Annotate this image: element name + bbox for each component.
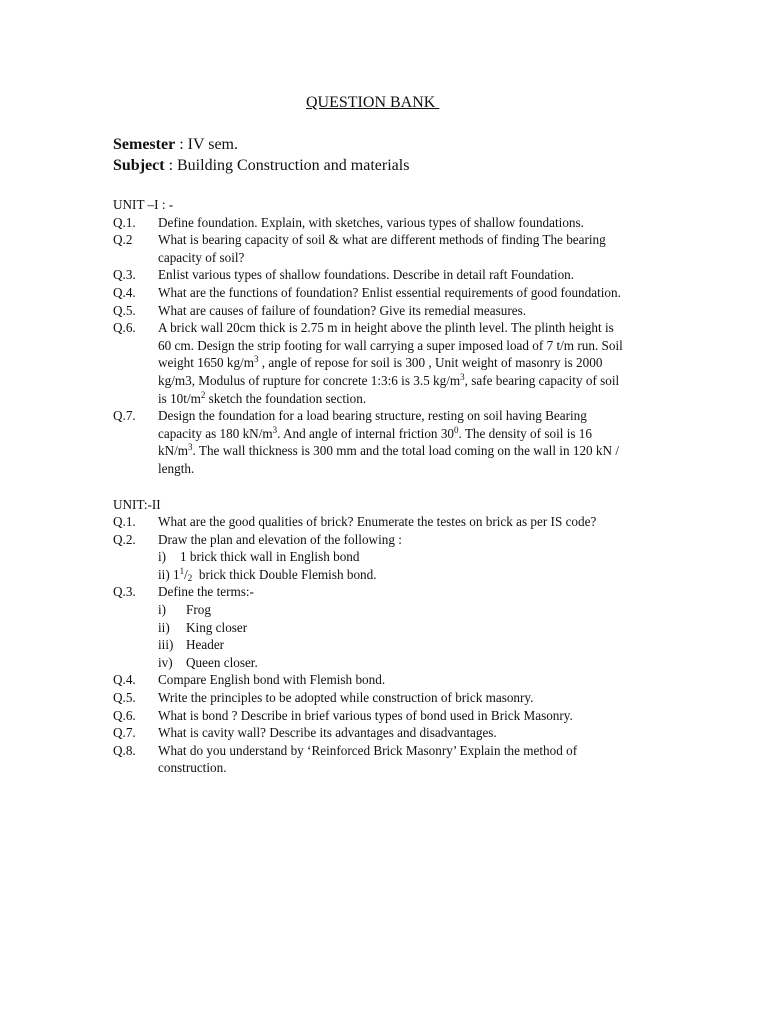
question-number: Q.5. bbox=[113, 302, 136, 318]
question-item bbox=[113, 319, 623, 407]
sub-item-text: Header bbox=[186, 637, 225, 653]
question-item bbox=[113, 266, 623, 284]
sub-item-number: i) bbox=[158, 549, 167, 565]
sub-item-text: brick thick Double Flemish bond. bbox=[192, 566, 377, 582]
text-run: A brick wall 20cm thick is 2.75 m in height above the plinth level. The plinth height is 60 cm. Design the strip footing for wall carrying a super imposed load of 7 t/m run. Soil weight 1650 kg/m bbox=[158, 320, 623, 371]
question-text: What do you understand by ‘Reinforced Brick Masonry’ Explain the method of construction. bbox=[158, 742, 578, 776]
question-item bbox=[113, 214, 623, 232]
unit-2-heading: UNIT:-II bbox=[113, 496, 161, 512]
question-text: What is cavity wall? Describe its advantages and disadvantages. bbox=[158, 725, 497, 741]
semester-value: : IV sem. bbox=[175, 136, 238, 153]
question-number: Q.3. bbox=[113, 584, 136, 600]
question-number: Q.6. bbox=[113, 320, 136, 336]
question-text bbox=[158, 407, 623, 477]
question-body bbox=[158, 583, 623, 671]
question-text: Define foundation. Explain, with sketches, various types of shallow foundations. bbox=[158, 214, 584, 230]
sub-item bbox=[158, 566, 623, 584]
question-item bbox=[113, 671, 623, 689]
sub-item bbox=[158, 619, 623, 637]
unit-spacer bbox=[113, 478, 623, 496]
sub-item-text: ii) 1 bbox=[158, 566, 180, 582]
superscript: 3 bbox=[460, 371, 465, 382]
question-item bbox=[113, 302, 623, 320]
question-number: Q.1. bbox=[113, 214, 136, 230]
sub-item bbox=[158, 636, 623, 654]
sub-item-text: Frog bbox=[186, 602, 211, 618]
sub-item-number: i) bbox=[158, 602, 167, 618]
question-number: Q.6. bbox=[113, 707, 136, 723]
question-number: Q.8. bbox=[113, 742, 136, 758]
question-number: Q.4. bbox=[113, 672, 136, 688]
superscript: 1 bbox=[179, 565, 185, 576]
question-number: Q.2 bbox=[113, 232, 133, 248]
unit-1-heading: UNIT –I : - bbox=[113, 197, 174, 212]
question-number: Q.5. bbox=[113, 690, 136, 706]
question-number: Q.7. bbox=[113, 725, 136, 741]
question-list bbox=[113, 196, 623, 777]
question-item bbox=[113, 724, 623, 742]
subject-label: Subject bbox=[113, 157, 165, 174]
superscript: 3 bbox=[272, 424, 278, 435]
sub-item bbox=[158, 548, 623, 566]
text-run: , safe bearing capacity of soil is 10t/m bbox=[158, 372, 620, 406]
question-item bbox=[113, 531, 623, 584]
question-item bbox=[113, 689, 623, 707]
question-text: Write the principles to be adopted while construction of brick masonry. bbox=[158, 690, 534, 706]
sub-item-number: iii) bbox=[158, 637, 174, 653]
text-run: . The wall thickness is 300 mm and the total load coming on the wall in 120 kN / length. bbox=[158, 443, 620, 476]
question-item bbox=[113, 742, 623, 777]
question-item bbox=[113, 583, 623, 671]
question-text bbox=[158, 319, 623, 407]
subscript: 2 bbox=[187, 572, 193, 583]
question-number: Q.1. bbox=[113, 514, 136, 530]
question-text: Draw the plan and elevation of the following : bbox=[158, 531, 402, 547]
sub-item-text: King closer bbox=[186, 619, 248, 635]
text-run: . The density of soil is 16 kN/m bbox=[158, 425, 592, 459]
text-run: . And angle of internal friction 30 bbox=[277, 425, 455, 441]
question-item bbox=[113, 407, 623, 477]
text-run: Design the foundation for a load bearing structure, resting on soil having Bearing capacity as 180 kN/m bbox=[158, 408, 587, 441]
semester-line bbox=[113, 136, 238, 154]
semester-label: Semester bbox=[113, 136, 176, 153]
question-number: Q.2. bbox=[113, 531, 136, 547]
question-text: What are the good qualities of brick? Enumerate the testes on brick as per IS code? bbox=[158, 514, 597, 530]
sub-item-number: ii) bbox=[158, 619, 170, 635]
question-number: Q.7. bbox=[113, 408, 136, 424]
superscript: 0 bbox=[454, 424, 459, 435]
question-text: What are the functions of foundation? Enlist essential requirements of good foundation. bbox=[158, 284, 621, 300]
superscript: 3 bbox=[188, 442, 193, 453]
question-number: Q.3. bbox=[113, 267, 136, 283]
superscript: 2 bbox=[200, 389, 206, 400]
sub-item bbox=[158, 601, 623, 619]
question-text: What is bearing capacity of soil & what are different methods of finding The bearing capacity of soil? bbox=[158, 232, 606, 265]
page-title: QUESTION BANK bbox=[306, 94, 440, 111]
question-text: Define the terms:- bbox=[158, 584, 254, 600]
question-text: What is bond ? Describe in brief various types of bond used in Brick Masonry. bbox=[158, 707, 573, 723]
question-item bbox=[113, 231, 623, 266]
subject-value: : Building Construction and materials bbox=[164, 157, 410, 174]
subject-line bbox=[113, 157, 409, 175]
question-item bbox=[113, 284, 623, 302]
question-text: Compare English bond with Flemish bond. bbox=[158, 672, 386, 688]
question-text: What are causes of failure of foundation? Give its remedial measures. bbox=[158, 302, 527, 318]
sub-item bbox=[158, 654, 623, 672]
fraction-slash: / bbox=[184, 566, 188, 582]
sub-item-number: iv) bbox=[158, 654, 173, 670]
text-run: sketch the foundation section. bbox=[205, 390, 367, 406]
question-text: Enlist various types of shallow foundations. Describe in detail raft Foundation. bbox=[158, 267, 575, 283]
sub-item-text: Queen closer. bbox=[186, 654, 258, 670]
question-item bbox=[113, 513, 623, 531]
text-run: , angle of repose for soil is 300 , Unit weight of masonry is 2000 kg/m3, Modulus of rupture for concrete 1:3:6 is 3.5 kg/m bbox=[158, 355, 603, 388]
superscript: 3 bbox=[253, 354, 259, 365]
question-item bbox=[113, 707, 623, 725]
question-body bbox=[158, 531, 623, 584]
sub-item-text: 1 brick thick wall in English bond bbox=[180, 549, 360, 565]
question-number: Q.4. bbox=[113, 284, 136, 300]
